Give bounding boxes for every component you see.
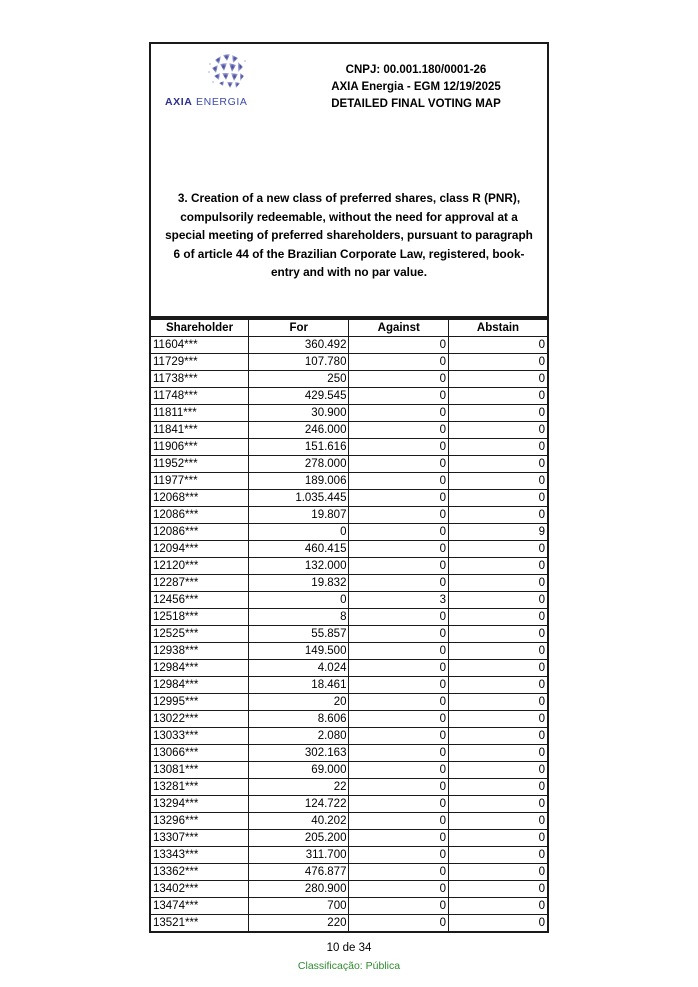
cell-abstain: 0	[448, 405, 548, 422]
cell-against: 0	[349, 439, 449, 456]
cell-for: 19.832	[248, 575, 349, 592]
table-row	[150, 728, 548, 745]
cell-for: 1.035.445	[248, 490, 349, 507]
cell-for: 280.900	[248, 881, 349, 898]
cell-for: 4.024	[248, 660, 349, 677]
document-page	[149, 42, 547, 933]
classification-label: Classificação: Pública	[297, 960, 401, 972]
cell-against: 0	[349, 507, 449, 524]
cell-against: 0	[349, 864, 449, 881]
cell-abstain: 0	[448, 371, 548, 388]
cell-for: 429.545	[248, 388, 349, 405]
cell-shareholder: 12984***	[150, 677, 248, 694]
table-row	[150, 439, 548, 456]
cell-against: 0	[349, 796, 449, 813]
globe-logo-icon	[205, 52, 249, 92]
table-row	[150, 592, 548, 609]
cell-shareholder: 11729***	[150, 354, 248, 371]
table-row	[150, 643, 548, 660]
cell-for: 246.000	[248, 422, 349, 439]
cell-for: 20	[248, 694, 349, 711]
cell-shareholder: 11748***	[150, 388, 248, 405]
cell-for: 19.807	[248, 507, 349, 524]
cell-against: 0	[349, 405, 449, 422]
logo-text-bold: AXIA	[165, 96, 193, 108]
table-row	[150, 898, 548, 915]
cell-against: 0	[349, 456, 449, 473]
cell-abstain: 0	[448, 643, 548, 660]
cell-shareholder: 12518***	[150, 609, 248, 626]
table-row	[150, 847, 548, 864]
cell-against: 0	[349, 694, 449, 711]
table-body	[150, 337, 548, 933]
cell-shareholder: 12120***	[150, 558, 248, 575]
cell-abstain: 0	[448, 728, 548, 745]
cell-for: 69.000	[248, 762, 349, 779]
cell-against: 0	[349, 558, 449, 575]
cell-shareholder: 12086***	[150, 524, 248, 541]
cell-abstain: 0	[448, 745, 548, 762]
company-logo	[165, 52, 261, 112]
cell-abstain: 0	[448, 575, 548, 592]
cell-against: 0	[349, 490, 449, 507]
cell-against: 0	[349, 779, 449, 796]
cell-abstain: 0	[448, 337, 548, 354]
cell-shareholder: 11952***	[150, 456, 248, 473]
cell-for: 151.616	[248, 439, 349, 456]
cell-against: 3	[349, 592, 449, 609]
cell-against: 0	[349, 830, 449, 847]
table-row	[150, 711, 548, 728]
cell-abstain: 0	[448, 422, 548, 439]
cell-for: 30.900	[248, 405, 349, 422]
cell-against: 0	[349, 745, 449, 762]
page-number: 10 de 34	[326, 942, 372, 954]
cell-for: 107.780	[248, 354, 349, 371]
cell-abstain: 0	[448, 558, 548, 575]
table-row	[150, 779, 548, 796]
cell-shareholder: 12456***	[150, 592, 248, 609]
table-row	[150, 864, 548, 881]
cell-abstain: 0	[448, 915, 548, 933]
agenda-item-text: 3. Creation of a new class of preferred shares, class R (PNR), compulsorily redeemable, without the need for approval at a special meeting of preferred shareholders, pursuant to paragraph 6 of article 44 of the Brazilian Corporate Law, registered, book-entry and with no par value.	[165, 191, 533, 279]
meeting-text: AXIA Energia - EGM 12/19/2025	[331, 81, 501, 93]
voting-table	[149, 318, 549, 933]
cell-for: 311.700	[248, 847, 349, 864]
cell-for: 0	[248, 524, 349, 541]
cell-for: 278.000	[248, 456, 349, 473]
cell-shareholder: 13022***	[150, 711, 248, 728]
table-row	[150, 541, 548, 558]
cell-against: 0	[349, 813, 449, 830]
column-header-abstain: Abstain	[448, 319, 548, 337]
cell-for: 132.000	[248, 558, 349, 575]
cell-abstain: 0	[448, 354, 548, 371]
cell-shareholder: 13081***	[150, 762, 248, 779]
cell-abstain: 0	[448, 881, 548, 898]
cell-abstain: 0	[448, 473, 548, 490]
cell-against: 0	[349, 422, 449, 439]
cell-shareholder: 13294***	[150, 796, 248, 813]
cell-abstain: 0	[448, 830, 548, 847]
cell-abstain: 0	[448, 796, 548, 813]
table-row	[150, 677, 548, 694]
cell-shareholder: 11604***	[150, 337, 248, 354]
cell-against: 0	[349, 354, 449, 371]
table-row	[150, 405, 548, 422]
table-row	[150, 490, 548, 507]
table-row	[150, 745, 548, 762]
logo-text-light: ENERGIA	[196, 96, 248, 108]
cell-for: 0	[248, 592, 349, 609]
cell-for: 700	[248, 898, 349, 915]
cell-shareholder: 11738***	[150, 371, 248, 388]
cell-abstain: 0	[448, 762, 548, 779]
cell-for: 220	[248, 915, 349, 933]
cell-abstain: 0	[448, 677, 548, 694]
cell-against: 0	[349, 847, 449, 864]
document-title: DETAILED FINAL VOTING MAP	[331, 98, 501, 110]
table-row	[150, 371, 548, 388]
column-header-shareholder: Shareholder	[150, 319, 248, 337]
cell-against: 0	[349, 388, 449, 405]
cell-shareholder: 13521***	[150, 915, 248, 933]
cell-for: 149.500	[248, 643, 349, 660]
cell-shareholder: 11906***	[150, 439, 248, 456]
cell-shareholder: 13343***	[150, 847, 248, 864]
cell-shareholder: 12287***	[150, 575, 248, 592]
cell-against: 0	[349, 711, 449, 728]
cell-against: 0	[349, 541, 449, 558]
cell-shareholder: 13362***	[150, 864, 248, 881]
cell-shareholder: 13307***	[150, 830, 248, 847]
cell-shareholder: 12984***	[150, 660, 248, 677]
cell-abstain: 0	[448, 609, 548, 626]
table-row	[150, 575, 548, 592]
cell-shareholder: 12094***	[150, 541, 248, 558]
cell-abstain: 0	[448, 779, 548, 796]
table-row	[150, 337, 548, 354]
cell-for: 40.202	[248, 813, 349, 830]
table-header-row	[150, 319, 548, 337]
document-info	[301, 62, 531, 113]
cell-against: 0	[349, 473, 449, 490]
cell-for: 55.857	[248, 626, 349, 643]
cell-against: 0	[349, 575, 449, 592]
table-row	[150, 881, 548, 898]
cell-shareholder: 11841***	[150, 422, 248, 439]
table-row	[150, 456, 548, 473]
table-row	[150, 422, 548, 439]
cell-abstain: 0	[448, 388, 548, 405]
cell-abstain: 0	[448, 541, 548, 558]
column-header-for: For	[248, 319, 349, 337]
cell-for: 476.877	[248, 864, 349, 881]
cell-against: 0	[349, 728, 449, 745]
page-footer	[0, 940, 698, 974]
cell-shareholder: 12086***	[150, 507, 248, 524]
cell-against: 0	[349, 762, 449, 779]
cell-for: 8.606	[248, 711, 349, 728]
cell-abstain: 0	[448, 592, 548, 609]
cell-for: 2.080	[248, 728, 349, 745]
cell-shareholder: 13281***	[150, 779, 248, 796]
cnpj-text: CNPJ: 00.001.180/0001-26	[345, 64, 487, 76]
table-row	[150, 915, 548, 933]
cell-for: 250	[248, 371, 349, 388]
cell-against: 0	[349, 643, 449, 660]
cell-against: 0	[349, 609, 449, 626]
cell-against: 0	[349, 626, 449, 643]
cell-abstain: 0	[448, 626, 548, 643]
cell-shareholder: 13296***	[150, 813, 248, 830]
cell-shareholder: 13402***	[150, 881, 248, 898]
cell-abstain: 0	[448, 660, 548, 677]
column-header-against: Against	[349, 319, 449, 337]
cell-against: 0	[349, 371, 449, 388]
cell-against: 0	[349, 660, 449, 677]
cell-abstain: 0	[448, 694, 548, 711]
cell-for: 18.461	[248, 677, 349, 694]
table-row	[150, 830, 548, 847]
table-row	[150, 507, 548, 524]
cell-abstain: 0	[448, 847, 548, 864]
cell-shareholder: 12068***	[150, 490, 248, 507]
table-row	[150, 660, 548, 677]
logo-wordmark	[165, 96, 248, 108]
cell-abstain: 0	[448, 711, 548, 728]
cell-abstain: 9	[448, 524, 548, 541]
cell-for: 189.006	[248, 473, 349, 490]
cell-against: 0	[349, 881, 449, 898]
cell-abstain: 0	[448, 813, 548, 830]
cell-for: 205.200	[248, 830, 349, 847]
cell-against: 0	[349, 898, 449, 915]
table-row	[150, 473, 548, 490]
cell-shareholder: 11811***	[150, 405, 248, 422]
table-row	[150, 558, 548, 575]
table-row	[150, 796, 548, 813]
cell-for: 124.722	[248, 796, 349, 813]
table-row	[150, 354, 548, 371]
cell-abstain: 0	[448, 439, 548, 456]
table-row	[150, 609, 548, 626]
table-row	[150, 813, 548, 830]
header-box	[149, 42, 549, 318]
cell-for: 22	[248, 779, 349, 796]
cell-against: 0	[349, 915, 449, 933]
cell-against: 0	[349, 524, 449, 541]
cell-against: 0	[349, 337, 449, 354]
cell-abstain: 0	[448, 898, 548, 915]
table-row	[150, 694, 548, 711]
table-row	[150, 762, 548, 779]
cell-abstain: 0	[448, 864, 548, 881]
cell-abstain: 0	[448, 490, 548, 507]
cell-for: 360.492	[248, 337, 349, 354]
cell-shareholder: 12525***	[150, 626, 248, 643]
table-row	[150, 524, 548, 541]
table-row	[150, 626, 548, 643]
cell-for: 460.415	[248, 541, 349, 558]
cell-against: 0	[349, 677, 449, 694]
cell-shareholder: 11977***	[150, 473, 248, 490]
cell-for: 302.163	[248, 745, 349, 762]
cell-abstain: 0	[448, 456, 548, 473]
table-row	[150, 388, 548, 405]
cell-shareholder: 12938***	[150, 643, 248, 660]
cell-for: 8	[248, 609, 349, 626]
cell-shareholder: 13066***	[150, 745, 248, 762]
cell-shareholder: 13033***	[150, 728, 248, 745]
cell-abstain: 0	[448, 507, 548, 524]
cell-shareholder: 13474***	[150, 898, 248, 915]
cell-shareholder: 12995***	[150, 694, 248, 711]
